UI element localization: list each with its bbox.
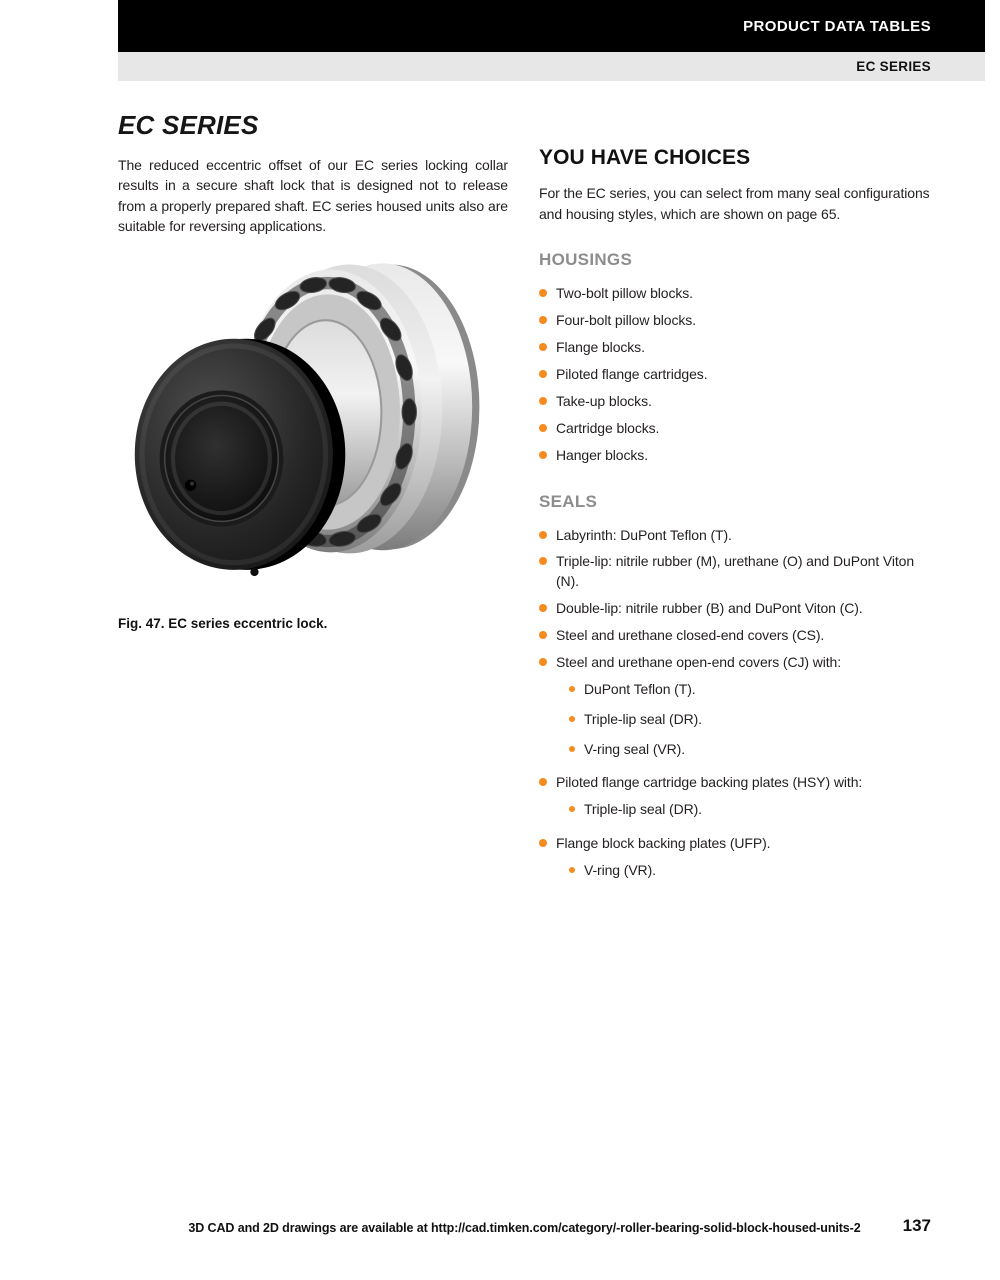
bullet-item-label: Flange blocks.	[556, 339, 645, 356]
bullet-item-label: Hanger blocks.	[556, 446, 648, 463]
bullet-dot-icon	[539, 839, 547, 847]
page-number: 137	[902, 1216, 931, 1235]
bullet-item-label: Double-lip: nitrile rubber (B) and DuPont Viton (C).	[556, 600, 863, 617]
page-footer	[118, 1216, 931, 1242]
section-housings	[539, 250, 934, 465]
bearing-photo	[118, 250, 490, 606]
bullet-dot-icon	[569, 746, 575, 752]
bullet-item-label: V-ring (VR).	[584, 862, 656, 879]
bullet-item	[539, 526, 934, 546]
bullet-item-label: Cartridge blocks.	[556, 419, 660, 436]
bullet-dot-icon	[539, 531, 547, 539]
seals-heading: SEALS	[539, 491, 598, 511]
header-black-bar	[118, 0, 985, 52]
bullet-item-label: Triple-lip seal (DR).	[584, 710, 702, 727]
bullet-dot-icon	[539, 451, 547, 459]
housings-list	[539, 284, 934, 465]
bullet-item-label: DuPont Teflon (T).	[584, 680, 696, 697]
bullet-item	[539, 834, 934, 854]
bullet-dot-icon	[539, 557, 547, 565]
bullet-item-label: Piloted flange cartridge backing plates (HSY) with:	[556, 774, 863, 791]
page-title: EC SERIES	[118, 110, 259, 140]
bullet-item-label: Steel and urethane open-end covers (CJ) with:	[556, 653, 841, 670]
bullet-dot-icon	[539, 604, 547, 612]
bullet-dot-icon	[569, 716, 575, 722]
left-column	[118, 110, 508, 237]
bullet-dot-icon	[569, 806, 575, 812]
bullet-item	[539, 773, 934, 793]
seals-list	[539, 526, 934, 881]
bullet-item-label: Steel and urethane closed-end covers (CS).	[556, 627, 825, 644]
bullet-dot-icon	[539, 778, 547, 786]
left-intro-paragraph: The reduced eccentric offset of our EC series locking collar results in a secure shaft lock that is designed not to release from a properly prepared shaft. EC series housed units also are suitable for reversing applications.	[118, 157, 508, 235]
bullet-item	[539, 861, 934, 881]
bullet-dot-icon	[539, 370, 547, 378]
bullet-item	[539, 446, 934, 466]
bullet-dot-icon	[539, 397, 547, 405]
bullet-dot-icon	[539, 424, 547, 432]
bullet-item	[539, 653, 934, 673]
bullet-item-label: V-ring seal (VR).	[584, 740, 685, 757]
bullet-item	[539, 365, 934, 385]
bullet-item-label: Flange block backing plates (UFP).	[556, 835, 771, 852]
bullet-item-label: Labyrinth: DuPont Teflon (T).	[556, 526, 732, 543]
bullet-item	[539, 680, 934, 700]
bullet-dot-icon	[569, 686, 575, 692]
bullet-dot-icon	[539, 631, 547, 639]
bullet-dot-icon	[539, 289, 547, 297]
bullet-item	[539, 710, 934, 730]
bullet-item	[539, 800, 934, 820]
bullet-item	[539, 552, 934, 592]
bullet-dot-icon	[539, 658, 547, 666]
bullet-item	[539, 419, 934, 439]
bullet-item	[539, 284, 934, 304]
bullet-dot-icon	[539, 316, 547, 324]
right-intro-paragraph: For the EC series, you can select from many seal configurations and housing styles, which are shown on page 65.	[539, 185, 930, 222]
header-primary-label: PRODUCT DATA TABLES	[743, 17, 931, 35]
bearing-figure	[118, 250, 490, 631]
bullet-item	[539, 740, 934, 760]
bullet-item-label: Take-up blocks.	[556, 392, 652, 409]
section-seals	[539, 492, 934, 881]
bullet-item-label: Four-bolt pillow blocks.	[556, 312, 696, 329]
header-gray-bar	[118, 52, 985, 81]
choices-title: YOU HAVE CHOICES	[539, 146, 751, 169]
bullet-item-label: Piloted flange cartridges.	[556, 366, 708, 383]
bullet-item	[539, 392, 934, 412]
bullet-item-label: Triple-lip: nitrile rubber (M), urethane (O) and DuPont Viton (N).	[556, 553, 915, 590]
bullet-item	[539, 626, 934, 646]
bullet-item	[539, 311, 934, 331]
bullet-dot-icon	[569, 867, 575, 873]
bullet-item-label: Two-bolt pillow blocks.	[556, 285, 693, 302]
figure-caption: Fig. 47. EC series eccentric lock.	[118, 616, 328, 631]
bullet-dot-icon	[539, 343, 547, 351]
footer-note: 3D CAD and 2D drawings are available at http://cad.timken.com/category/-roller-bearing-solid-block-housed-units-2	[188, 1221, 861, 1235]
bullet-item-label: Triple-lip seal (DR).	[584, 801, 702, 818]
header-secondary-label: EC SERIES	[856, 59, 931, 74]
bullet-item	[539, 338, 934, 358]
housings-heading: HOUSINGS	[539, 250, 633, 270]
bullet-item	[539, 599, 934, 619]
right-column	[539, 146, 934, 891]
